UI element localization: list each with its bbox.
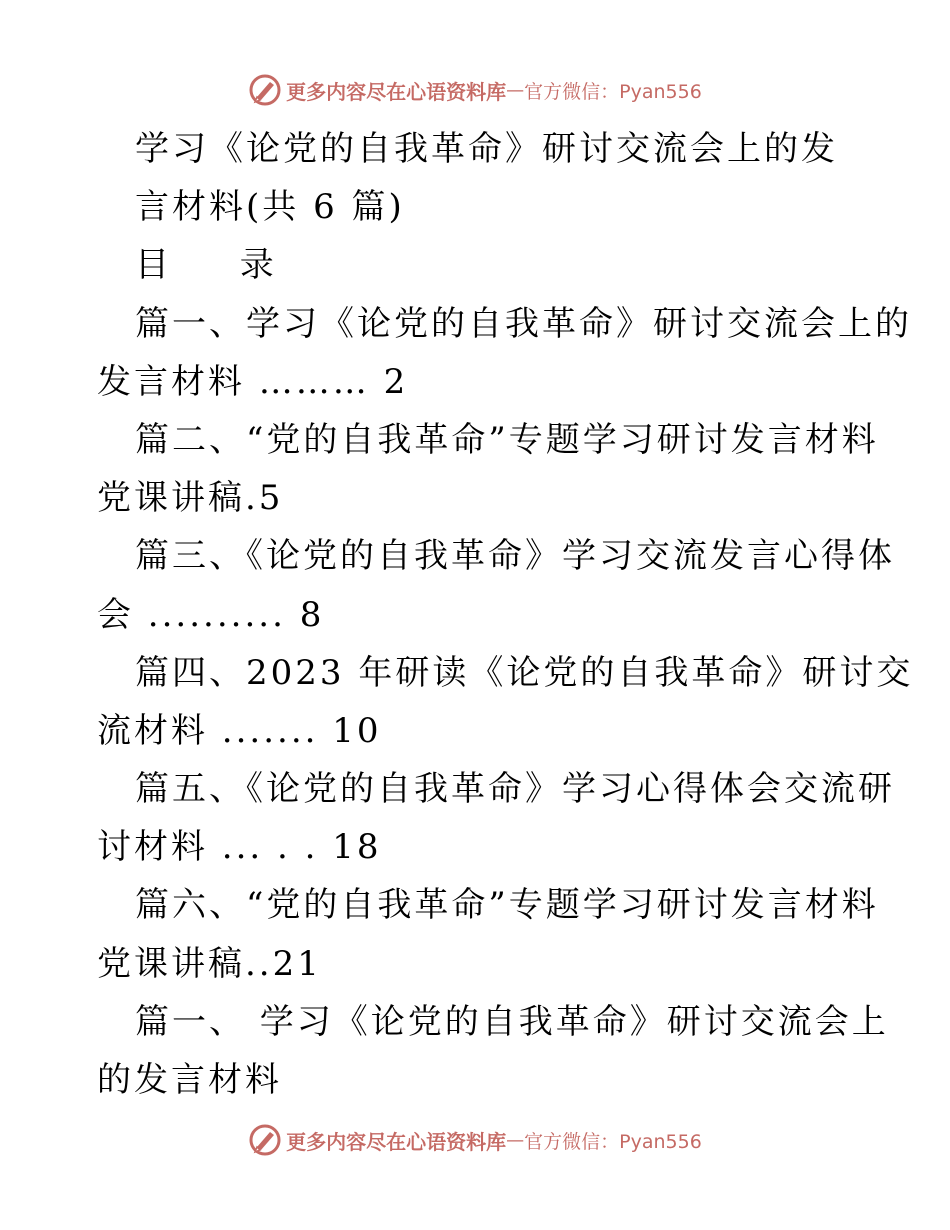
toc-item-6 (97, 876, 879, 992)
toc-item-line-2: 党课讲稿.5 (97, 478, 284, 519)
watermark-wechat-text: 官方微信：Pyan556 (524, 80, 702, 103)
toc-item-line-2: 讨材料 ... . . 18 (97, 827, 382, 868)
toc-item-line-1: 篇五、《论党的自我革命》学习心得体会交流研 (135, 769, 895, 810)
toc-list (97, 295, 914, 993)
toc-item-5 (97, 760, 895, 876)
toc-item-line-2: 党课讲稿..21 (97, 943, 322, 984)
toc-item-4 (97, 644, 914, 760)
footer-watermark (0, 1120, 950, 1160)
header-watermark (0, 70, 950, 110)
watermark-dash: — (506, 79, 525, 101)
toc-item-line-1: 篇六、“党的自我革命”专题学习研讨发言材料 (135, 885, 879, 926)
toc-item-line-2: 流材料 ....... 10 (97, 710, 382, 751)
pen-seal-icon (248, 73, 282, 107)
toc-item-line-1: 篇三、《论党的自我革命》学习交流发言心得体 (135, 536, 895, 577)
toc-item-line-1: 篇四、2023 年研读《论党的自我革命》研讨交 (135, 652, 914, 693)
toc-item-line-2: 发言材料 ……… 2 (97, 361, 409, 402)
watermark-main-text: 更多内容尽在心语资料库 (286, 1129, 507, 1154)
document-body (97, 120, 914, 1109)
toc-label: 目 录 (135, 245, 304, 286)
document-title-line-1: 学习《论党的自我革命》研讨交流会上的发 (135, 129, 838, 169)
watermark-wechat-text: 官方微信：Pyan556 (524, 1130, 702, 1153)
watermark-main-text: 更多内容尽在心语资料库 (286, 79, 507, 104)
toc-item-line-2: 会 .......... 8 (97, 594, 325, 635)
section-heading-line-1: 篇一、 学习《论党的自我革命》研讨交流会上 (135, 1001, 889, 1042)
toc-item-3 (97, 527, 895, 643)
watermark-dash: — (506, 1129, 525, 1151)
toc-item-line-1: 篇一、学习《论党的自我革命》研讨交流会上的 (135, 303, 912, 344)
document-title-line-2: 言材料(共 6 篇) (135, 187, 405, 228)
toc-item-line-1: 篇二、“党的自我革命”专题学习研讨发言材料 (135, 419, 879, 460)
toc-item-1 (97, 295, 912, 411)
toc-item-2 (97, 411, 879, 527)
section-heading-line-2: 的发言材料 (97, 1060, 282, 1100)
pen-seal-icon (248, 1123, 282, 1157)
